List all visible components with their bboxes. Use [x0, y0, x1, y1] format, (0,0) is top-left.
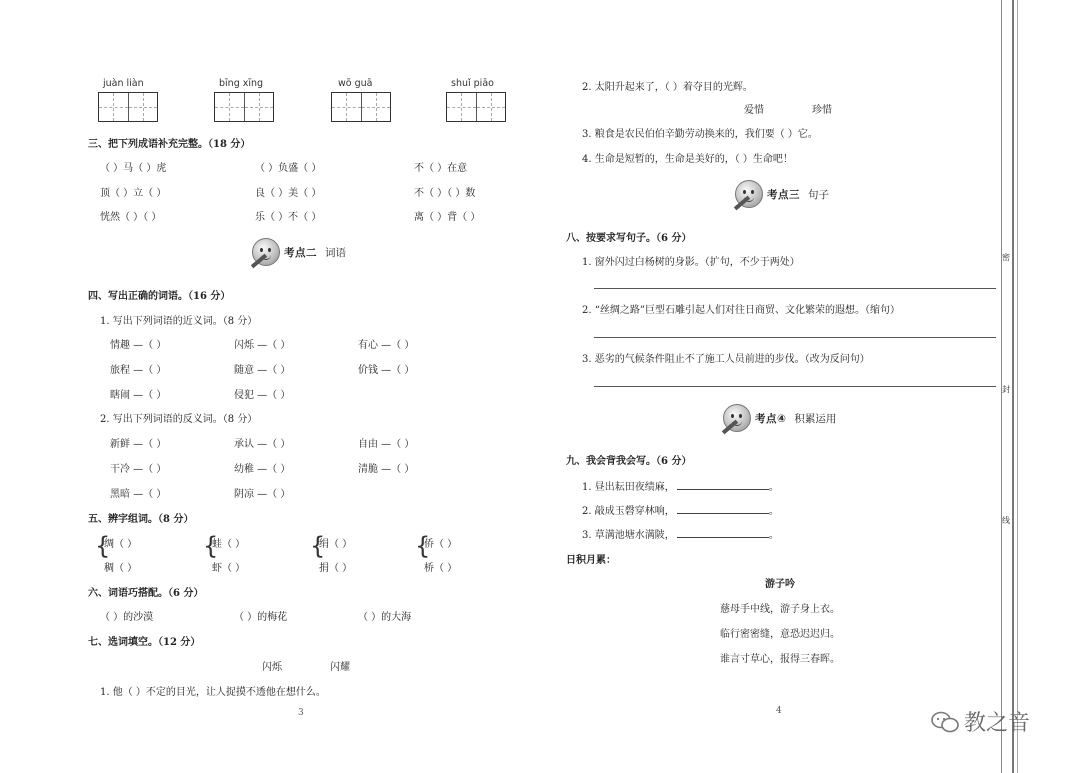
sentence-task-2: 2. “丝绸之路”巨型石雕引起人们对往日商贸、文化繁荣的遐想。（缩句）: [582, 305, 900, 316]
section-4-sub2: 2. 写出下列词语的反义词。（8 分）: [100, 414, 258, 425]
section-5-title: 五、辨字组词。（8 分）: [88, 514, 194, 525]
fill-question-2[interactable]: 2. 太阳升起来了，（ ）着夺目的光辉。: [582, 82, 753, 93]
poem-fill-1[interactable]: [582, 478, 779, 493]
section-9-title: 九、我会背我会写。（6 分）: [566, 456, 692, 467]
section-3-title: 三、把下列成语补充完整。（18 分）: [88, 139, 251, 150]
sentence-task-1: 1. 窗外闪过白杨树的身影。（扩句，不少于两处）: [582, 257, 800, 268]
pinyin-1: juàn liàn: [103, 78, 144, 89]
pinyin-4: shuǐ piāo: [451, 78, 494, 89]
synonym-1[interactable]: 情趣 —（ ）: [110, 340, 167, 351]
poem-line-2: 临行密密缝，意恐迟迟归。: [720, 629, 840, 640]
antonym-4[interactable]: 干冷 —（ ）: [110, 464, 167, 475]
brace-icon: {: [203, 532, 219, 560]
poem-fill-3[interactable]: [582, 526, 779, 541]
period: 。: [768, 482, 779, 493]
badge-tag: 考点二: [284, 246, 317, 259]
char-pair-2a[interactable]: 蛙（ ）: [212, 539, 246, 550]
badge-kaodian-2: [252, 238, 346, 266]
char-pair-4a[interactable]: 侨（ ）: [424, 539, 458, 550]
idiom-3-3[interactable]: 离（ ）背（ ）: [414, 212, 481, 223]
watermark: [930, 706, 1030, 737]
idiom-2-2[interactable]: 良（ ）美（ ）: [255, 188, 322, 199]
brace-icon: {: [415, 532, 431, 560]
watermark-text: 教之音: [964, 711, 1031, 736]
period: 。: [768, 506, 779, 517]
page-number: 4: [776, 706, 782, 716]
badge-tag: 考点④: [755, 412, 787, 425]
margin-char-feng: 封: [1002, 385, 1010, 394]
word-option-1: 闪烁: [262, 662, 282, 673]
synonym-2[interactable]: 闪烁 —（ ）: [234, 340, 291, 351]
synonym-3[interactable]: 有心 —（ ）: [358, 340, 415, 351]
blank[interactable]: [677, 526, 769, 538]
poem-fill-3-text: 3. 草满池塘水满陂，: [582, 530, 675, 541]
synonym-6[interactable]: 价钱 —（ ）: [358, 365, 415, 376]
antonym-2[interactable]: 承认 —（ ）: [234, 439, 291, 450]
pinyin-3: wō guā: [338, 78, 373, 89]
poem-fill-1-text: 1. 昼出耘田夜绩麻，: [582, 482, 675, 493]
word-option-2: 闪耀: [330, 662, 350, 673]
char-box-3[interactable]: [331, 92, 391, 122]
badge-kaodian-3: [735, 180, 829, 208]
word-option-3: 爱惜: [744, 105, 764, 116]
section-4-title: 四、写出正确的词语。（16 分）: [88, 291, 231, 302]
brace-icon: {: [310, 532, 326, 560]
page-number: 3: [298, 708, 304, 718]
antonym-5[interactable]: 幼稚 —（ ）: [234, 464, 291, 475]
poem-line-1: 慈母手中线，游子身上衣。: [720, 604, 840, 615]
answer-line[interactable]: [594, 386, 996, 387]
wechat-icon: [930, 710, 960, 734]
char-box-1[interactable]: [98, 92, 158, 122]
antonym-6[interactable]: 清脆 —（ ）: [358, 464, 415, 475]
fill-question-4[interactable]: 4. 生命是短暂的，生命是美好的，（ ）生命吧！: [582, 154, 793, 165]
badge-title: 句子: [808, 188, 829, 201]
char-box-4[interactable]: [446, 92, 506, 122]
section-6-title: 六、词语巧搭配。（6 分）: [88, 588, 204, 599]
margin-char-mi: 密: [1002, 253, 1010, 262]
char-pair-1a[interactable]: 绸（ ）: [104, 539, 138, 550]
char-pair-3b[interactable]: 捐（ ）: [319, 563, 353, 574]
period: 。: [768, 530, 779, 541]
match-1[interactable]: （ ）的沙漠: [100, 612, 154, 623]
poem-line-3: 谁言寸草心，报得三春晖。: [720, 654, 840, 665]
synonym-8[interactable]: 侵犯 —（ ）: [234, 390, 291, 401]
fill-question-1[interactable]: 1. 他（ ）不定的目光，让人捉摸不透他在想什么。: [100, 687, 326, 698]
answer-line[interactable]: [594, 337, 996, 338]
poem-title: 游子吟: [765, 579, 795, 590]
brace-icon: {: [95, 532, 111, 560]
idiom-1-3[interactable]: 不（ ）在意: [414, 163, 468, 174]
synonym-4[interactable]: 旅程 —（ ）: [110, 365, 167, 376]
char-pair-4b[interactable]: 桥（ ）: [424, 563, 458, 574]
synonym-7[interactable]: 瞎闹 —（ ）: [110, 390, 167, 401]
page-edge-line-2: [1017, 0, 1018, 773]
badge-tag: 考点三: [767, 188, 800, 201]
antonym-8[interactable]: 阴凉 —（ ）: [234, 489, 291, 500]
char-pair-3a[interactable]: 绢（ ）: [319, 539, 353, 550]
blank[interactable]: [677, 502, 769, 514]
badge-title: 积累运用: [794, 412, 837, 425]
margin-char-xian: 线: [1002, 516, 1010, 525]
poem-fill-2-text: 2. 敲成玉磬穿林响，: [582, 506, 675, 517]
word-option-4: 珍惜: [812, 105, 832, 116]
char-box-2[interactable]: [214, 92, 274, 122]
char-pair-1b[interactable]: 稠（ ）: [104, 563, 138, 574]
idiom-3-2[interactable]: 乐（ ）不（ ）: [255, 212, 322, 223]
match-2[interactable]: （ ）的梅花: [234, 612, 288, 623]
idiom-2-3[interactable]: 不（ ）（ ）数: [414, 188, 476, 199]
blank[interactable]: [677, 478, 769, 490]
match-3[interactable]: （ ）的大海: [358, 612, 412, 623]
section-7-title: 七、选词填空。（12 分）: [88, 637, 201, 648]
synonym-5[interactable]: 随意 —（ ）: [234, 365, 291, 376]
idiom-3-1[interactable]: 恍然（ ）（ ）: [100, 212, 162, 223]
fill-question-3[interactable]: 3. 粮食是农民伯伯辛勤劳动换来的，我们要（ ）它。: [582, 129, 818, 140]
antonym-7[interactable]: 黑暗 —（ ）: [110, 489, 167, 500]
page-edge-line: [1012, 0, 1014, 773]
poem-fill-2[interactable]: [582, 502, 779, 517]
pinyin-2: bīng xīng: [219, 78, 264, 89]
antonym-1[interactable]: 新鲜 —（ ）: [110, 439, 167, 450]
section-4-sub1: 1. 写出下列词语的近义词。（8 分）: [100, 316, 258, 327]
daily-accumulation-label: 日积月累：: [566, 555, 616, 566]
badge-kaodian-4: [723, 404, 836, 432]
badge-title: 词语: [325, 246, 346, 259]
section-8-title: 八、按要求写句子。（6 分）: [566, 233, 692, 244]
char-pair-2b[interactable]: 虾（ ）: [212, 563, 246, 574]
answer-line[interactable]: [594, 288, 996, 289]
antonym-3[interactable]: 自由 —（ ）: [358, 439, 415, 450]
sentence-task-3: 3. 恶劣的气候条件阻止不了施工人员前进的步伐。（改为反问句）: [582, 354, 870, 365]
idiom-2-1[interactable]: 顶（ ）立（ ）: [100, 188, 167, 199]
idiom-1-1[interactable]: （ ）马（ ）虎: [100, 163, 167, 174]
idiom-1-2[interactable]: （ ）负盛（ ）: [255, 163, 322, 174]
